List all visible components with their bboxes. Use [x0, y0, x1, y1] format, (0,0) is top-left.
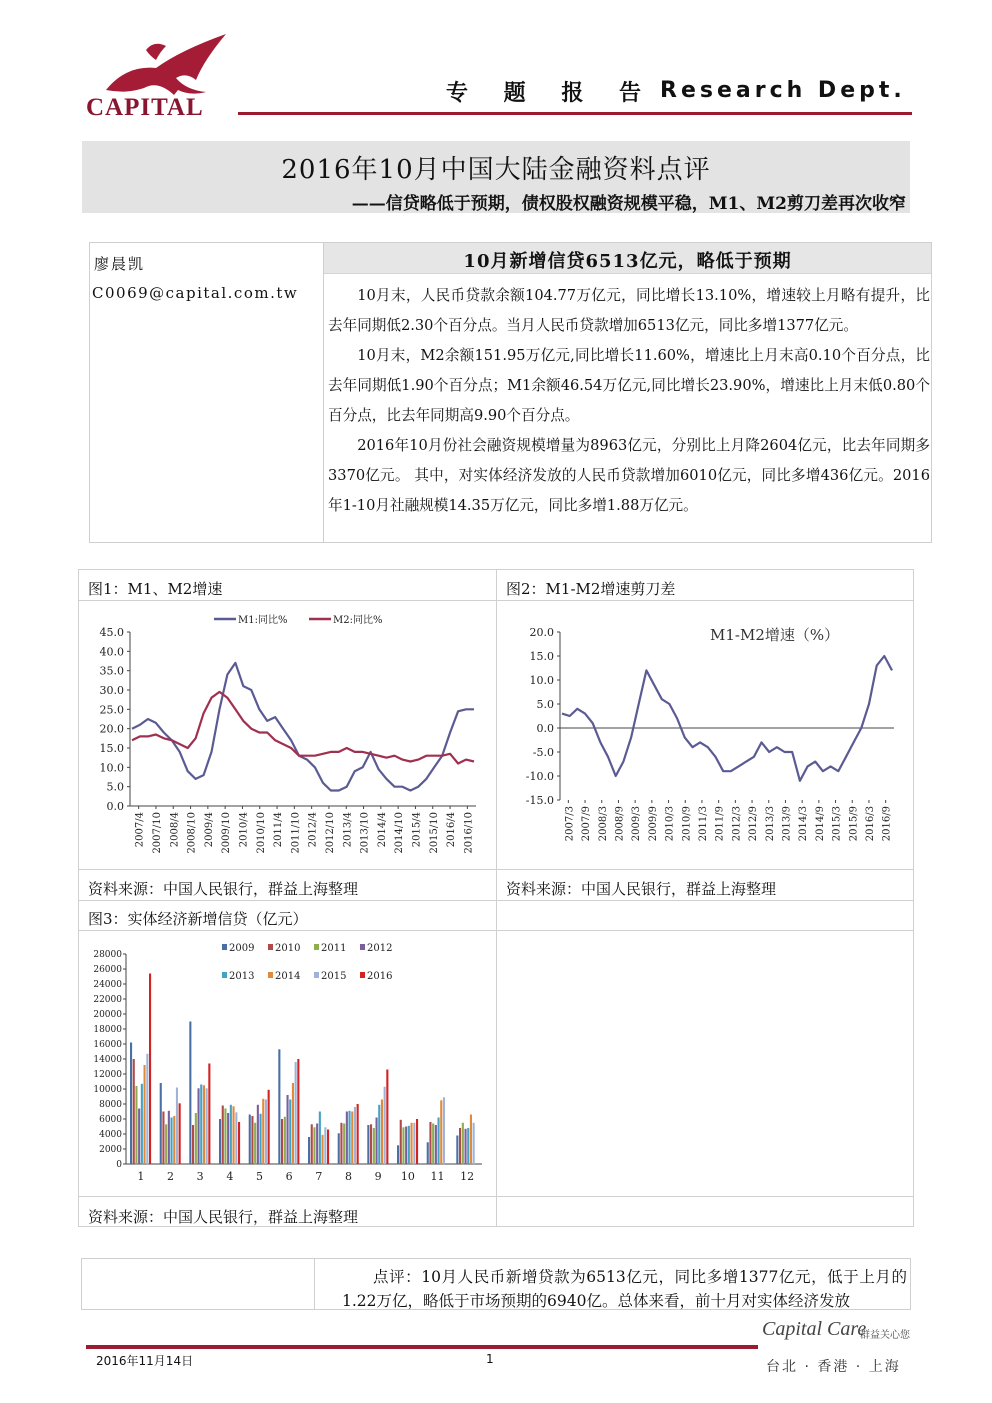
bar	[233, 1106, 235, 1164]
chart-title: M1-M2增速（%）	[710, 626, 840, 644]
y-tick-label: -15.0	[525, 794, 554, 807]
page-number: 1	[486, 1352, 494, 1366]
bar	[222, 1106, 224, 1165]
bar	[438, 1118, 440, 1165]
y-tick-label: 5.0	[536, 698, 554, 711]
x-tick-label: 2011/4	[273, 812, 285, 848]
series-line	[562, 656, 892, 781]
bar	[435, 1125, 437, 1164]
bar	[219, 1119, 221, 1164]
legend-swatch	[222, 972, 227, 978]
bar	[160, 1083, 162, 1164]
bar	[262, 1099, 264, 1164]
x-tick-label: 2013/4	[342, 812, 354, 848]
summary-paragraph: 10月末，人民币贷款余额104.77万亿元，同比增长13.10%，增速较上月略有提升，比去年同期低2.30个百分点。当月人民币贷款增加6513亿元，同比多增1377亿元。	[328, 287, 930, 334]
bar	[289, 1100, 291, 1165]
legend-label: M2:同比%	[333, 615, 383, 626]
legend-swatch	[314, 944, 319, 950]
x-tick-label: 2015/4	[411, 812, 423, 848]
x-tick-label: 2009/9	[647, 806, 659, 842]
x-tick-label: 2008/4	[169, 812, 181, 848]
x-tick-label: 2016/4	[446, 812, 458, 848]
y-tick-label: 6000	[99, 1115, 122, 1125]
legend-swatch	[268, 944, 273, 950]
bar	[292, 1083, 294, 1164]
author-email[interactable]: C0069@capital.com.tw	[92, 284, 299, 302]
y-tick-label: 20000	[93, 1010, 122, 1020]
x-tick-label: 2012/9	[748, 806, 760, 842]
bar	[351, 1112, 353, 1165]
author-name: 廖晨凯	[94, 255, 146, 273]
y-tick-label: 10.0	[99, 761, 124, 775]
legend-label: M1:同比%	[238, 615, 288, 626]
bar	[440, 1100, 442, 1164]
x-tick-label: 2014/4	[376, 812, 388, 848]
x-tick-label: 2016/10	[463, 812, 475, 854]
legend-label: 2015	[321, 971, 347, 982]
bar	[189, 1022, 191, 1165]
y-tick-label: 35.0	[99, 664, 124, 678]
bar	[465, 1129, 467, 1164]
footer-cities: 台北 · 香港 · 上海	[766, 1359, 901, 1375]
bar	[316, 1124, 318, 1165]
bar	[343, 1124, 345, 1165]
bar	[133, 1059, 135, 1164]
y-tick-label: 26000	[93, 965, 122, 975]
y-tick-label: 25.0	[99, 703, 124, 717]
y-tick-label: 30.0	[99, 684, 124, 697]
y-tick-label: 16000	[93, 1040, 122, 1050]
bar	[230, 1105, 232, 1164]
bar	[413, 1123, 415, 1164]
figure-1-source: 资料来源：中国人民银行，群益上海整理	[88, 880, 359, 898]
x-tick-label: 9	[374, 1170, 382, 1183]
bar	[338, 1133, 340, 1164]
x-tick-label: 5	[256, 1170, 263, 1183]
x-tick-label: 2013/10	[359, 812, 371, 854]
x-tick-label: 2014/9	[814, 806, 826, 842]
bar	[200, 1085, 202, 1165]
bar	[162, 1112, 164, 1165]
x-tick-label: 2010/10	[255, 812, 267, 854]
bar	[260, 1114, 262, 1164]
bar	[429, 1122, 431, 1164]
bar	[311, 1124, 313, 1164]
bar	[402, 1127, 404, 1164]
legend-label: 2012	[367, 943, 393, 954]
title-box	[82, 141, 910, 213]
x-tick-label: 2015/9	[848, 806, 860, 842]
y-tick-label: 0	[116, 1160, 122, 1170]
m1-m2-spread-chart	[498, 602, 912, 868]
bar	[257, 1105, 259, 1164]
x-tick-label: 2010/3	[664, 806, 676, 842]
x-tick-label: 11	[430, 1170, 445, 1183]
summary-body	[328, 281, 930, 521]
x-tick-label: 2008/9	[614, 806, 626, 842]
bar	[254, 1123, 256, 1164]
bar	[319, 1112, 321, 1165]
legend-swatch	[360, 972, 365, 978]
page-title: 2016年10月中国大陆金融资料点评	[281, 155, 711, 185]
bar	[384, 1087, 386, 1164]
summary-paragraph: 2016年10月份社会融资规模增量为8963亿元，分别比上月降2604亿元，比去年同期多3370亿元。 其中，对实体经济发放的人民币贷款增加6010亿元，同比多增436亿元。2016年1-10月社融规模14.35万亿元，同比多增1.88万亿元。	[328, 437, 930, 514]
page-subtitle: ——信贷略低于预期，债权股权融资规模平稳，M1、M2剪刀差再次收窄	[351, 194, 906, 214]
bar	[367, 1125, 369, 1164]
bar	[376, 1118, 378, 1165]
bar	[249, 1115, 251, 1165]
y-tick-label: 8000	[99, 1100, 122, 1110]
y-tick-label: 40.0	[99, 645, 124, 659]
x-tick-label: 2014/10	[394, 812, 406, 854]
y-tick-label: 0.0	[536, 722, 554, 735]
x-tick-label: 2007/3	[564, 806, 576, 842]
bar	[322, 1135, 324, 1164]
bar	[206, 1088, 208, 1164]
y-tick-label: 18000	[93, 1025, 122, 1035]
bar	[278, 1049, 280, 1164]
y-tick-label: -10.0	[525, 770, 554, 783]
bar	[443, 1097, 445, 1164]
bar	[203, 1085, 205, 1164]
x-tick-label: 2008/3	[597, 806, 609, 842]
legend-label: 2011	[321, 943, 347, 954]
legend-swatch	[268, 972, 273, 978]
grid-line	[496, 569, 497, 1227]
bar	[251, 1116, 253, 1164]
summary-table	[89, 242, 932, 543]
bar	[354, 1107, 356, 1164]
bar	[176, 1088, 178, 1165]
bar	[308, 1137, 310, 1164]
y-tick-label: 20.0	[99, 722, 124, 736]
bar	[192, 1125, 194, 1164]
y-tick-label: 2000	[99, 1145, 122, 1155]
m1-m2-growth-chart	[80, 602, 494, 868]
bar	[295, 1062, 297, 1164]
y-tick-label: 12000	[93, 1070, 122, 1080]
y-tick-label: 0.0	[106, 800, 124, 813]
y-tick-label: 15.0	[529, 650, 554, 663]
x-tick-label: 2007/9	[581, 806, 593, 842]
series-line	[132, 692, 474, 764]
y-tick-label: 45.0	[99, 626, 124, 639]
x-tick-label: 4	[226, 1170, 234, 1183]
bar	[381, 1100, 383, 1165]
report-type: 专 题 报 告	[446, 81, 655, 106]
bar	[171, 1118, 173, 1165]
x-tick-label: 8	[345, 1170, 352, 1183]
bar	[130, 1043, 132, 1165]
bar	[227, 1113, 229, 1164]
logo-text: CAPITAL	[86, 94, 204, 121]
bar	[462, 1123, 464, 1164]
x-tick-label: 2016/9	[881, 806, 893, 842]
bar	[473, 1123, 475, 1164]
x-tick-label: 2011/9	[714, 806, 726, 842]
x-tick-label: 2010/9	[681, 806, 693, 842]
bar	[346, 1112, 348, 1165]
header-rule	[238, 112, 912, 115]
comment-text: 点评：10月人民币新增贷款为6513亿元，同比多增1377亿元，低于上月的1.22万亿，略低于市场预期的6940亿。总体来看，前十月对实体经济发放	[342, 1268, 907, 1310]
figure-2-source: 资料来源：中国人民银行，群益上海整理	[506, 880, 777, 898]
bar	[149, 974, 151, 1165]
author-column	[90, 243, 324, 542]
x-tick-label: 2015/10	[428, 812, 440, 854]
footer-rule	[86, 1345, 758, 1349]
legend-label: 2009	[229, 943, 255, 954]
y-tick-label: 10000	[93, 1085, 122, 1095]
x-tick-label: 10	[400, 1170, 415, 1183]
bar	[411, 1123, 413, 1164]
y-tick-label: 14000	[93, 1055, 122, 1065]
bar	[208, 1064, 210, 1165]
bar	[324, 1127, 326, 1164]
x-tick-label: 7	[315, 1170, 323, 1183]
y-tick-label: 22000	[93, 995, 122, 1005]
bar	[268, 1090, 270, 1164]
bar	[235, 1112, 237, 1164]
legend-label: 2014	[275, 971, 301, 982]
bar	[386, 1070, 388, 1165]
y-tick-label: 15.0	[99, 742, 124, 755]
summary-heading: 10月新增信贷6513亿元，略低于预期	[463, 251, 792, 272]
bar	[456, 1136, 458, 1165]
capital-care-logo: Capital Care	[762, 1318, 867, 1340]
bar	[467, 1128, 469, 1164]
bar	[313, 1127, 315, 1164]
bar	[378, 1105, 380, 1164]
bar	[138, 1109, 140, 1165]
legend-label: 2013	[229, 971, 255, 982]
bar	[297, 1059, 299, 1164]
y-tick-label: 4000	[99, 1130, 122, 1140]
grid-line	[913, 569, 914, 1227]
x-tick-label: 2	[167, 1170, 174, 1183]
bar	[238, 1122, 240, 1164]
footer-date: 2016年11月14日	[96, 1354, 194, 1368]
legend-label: 2010	[275, 943, 301, 954]
x-tick-label: 2013/3	[764, 806, 776, 842]
bar	[340, 1123, 342, 1164]
bar	[470, 1115, 472, 1165]
bar	[146, 1054, 148, 1164]
x-tick-label: 2009/3	[631, 806, 643, 842]
legend-swatch	[222, 944, 227, 950]
grid-line	[78, 569, 79, 1227]
x-tick-label: 2007/4	[134, 812, 146, 848]
x-tick-label: 1	[137, 1170, 145, 1183]
bar	[135, 1086, 137, 1164]
legend-swatch	[314, 972, 319, 978]
bar	[408, 1126, 410, 1164]
x-tick-label: 2016/3	[864, 806, 876, 842]
bar	[416, 1119, 418, 1164]
capital-care-slogan: 群益关心您	[860, 1330, 910, 1341]
bar	[370, 1124, 372, 1164]
y-tick-label: 20.0	[529, 626, 554, 639]
figure-1-title: 图1：M1、M2增速	[88, 580, 223, 598]
bar	[281, 1119, 283, 1164]
y-tick-label: 5.0	[106, 780, 124, 794]
bar	[459, 1128, 461, 1164]
x-tick-label: 2010/4	[238, 812, 250, 848]
research-dept: Research Dept.	[660, 78, 906, 103]
y-tick-label: 28000	[93, 950, 122, 960]
figure-3-source: 资料来源：中国人民银行，群益上海整理	[88, 1208, 359, 1226]
x-tick-label: 2011/3	[697, 806, 709, 842]
x-tick-label: 2015/3	[831, 806, 843, 842]
x-tick-label: 2009/10	[221, 812, 233, 854]
y-tick-label: -5.0	[532, 746, 554, 759]
bar	[357, 1104, 359, 1164]
bar	[179, 1103, 181, 1164]
comment-left-cell	[82, 1259, 315, 1309]
bar	[198, 1088, 200, 1164]
x-tick-label: 2013/9	[781, 806, 793, 842]
bar	[173, 1116, 175, 1164]
bar	[287, 1095, 289, 1164]
summary-heading-bar	[324, 243, 931, 274]
legend-label: 2016	[367, 971, 393, 982]
x-tick-label: 3	[196, 1170, 204, 1183]
bar	[427, 1142, 429, 1164]
figure-3-title: 图3：实体经济新增信贷（亿元）	[88, 910, 308, 928]
comment-box	[81, 1258, 911, 1310]
bar	[284, 1117, 286, 1164]
bar	[165, 1124, 167, 1164]
legend-swatch	[360, 944, 365, 950]
figure-2-title: 图2：M1-M2增速剪刀差	[506, 580, 676, 598]
bar	[405, 1127, 407, 1165]
bar	[432, 1124, 434, 1165]
bar	[141, 1084, 143, 1164]
x-tick-label: 2009/4	[203, 812, 215, 848]
bar	[195, 1113, 197, 1164]
x-tick-label: 6	[285, 1170, 293, 1183]
bar	[397, 1145, 399, 1164]
summary-paragraph: 10月末，M2余额151.95万亿元,同比增长11.60%，增速比上月末高0.10个百分点，比去年同期低1.90个百分点；M1余额46.54万亿元,同比增长23.90%，增速比上月末低0.80个百分点，比去年同期高9.90个百分点。	[328, 347, 930, 424]
bar	[327, 1130, 329, 1165]
series-line	[132, 663, 474, 791]
bar	[400, 1120, 402, 1164]
y-tick-label: 24000	[93, 980, 122, 990]
x-tick-label: 2012/10	[324, 812, 336, 854]
x-tick-label: 2012/3	[731, 806, 743, 842]
new-credit-bar-chart	[80, 932, 494, 1194]
y-tick-label: 10.0	[529, 674, 554, 687]
bar	[224, 1109, 226, 1165]
x-tick-label: 2008/10	[186, 812, 198, 854]
x-tick-label: 2007/10	[151, 812, 163, 854]
bar	[265, 1100, 267, 1165]
x-tick-label: 2014/3	[798, 806, 810, 842]
bar	[373, 1128, 375, 1164]
x-tick-label: 2011/10	[290, 812, 302, 854]
bar	[144, 1065, 146, 1164]
x-tick-label: 2012/4	[307, 812, 319, 848]
bar	[349, 1111, 351, 1164]
x-tick-label: 12	[460, 1170, 475, 1183]
bar	[168, 1111, 170, 1164]
